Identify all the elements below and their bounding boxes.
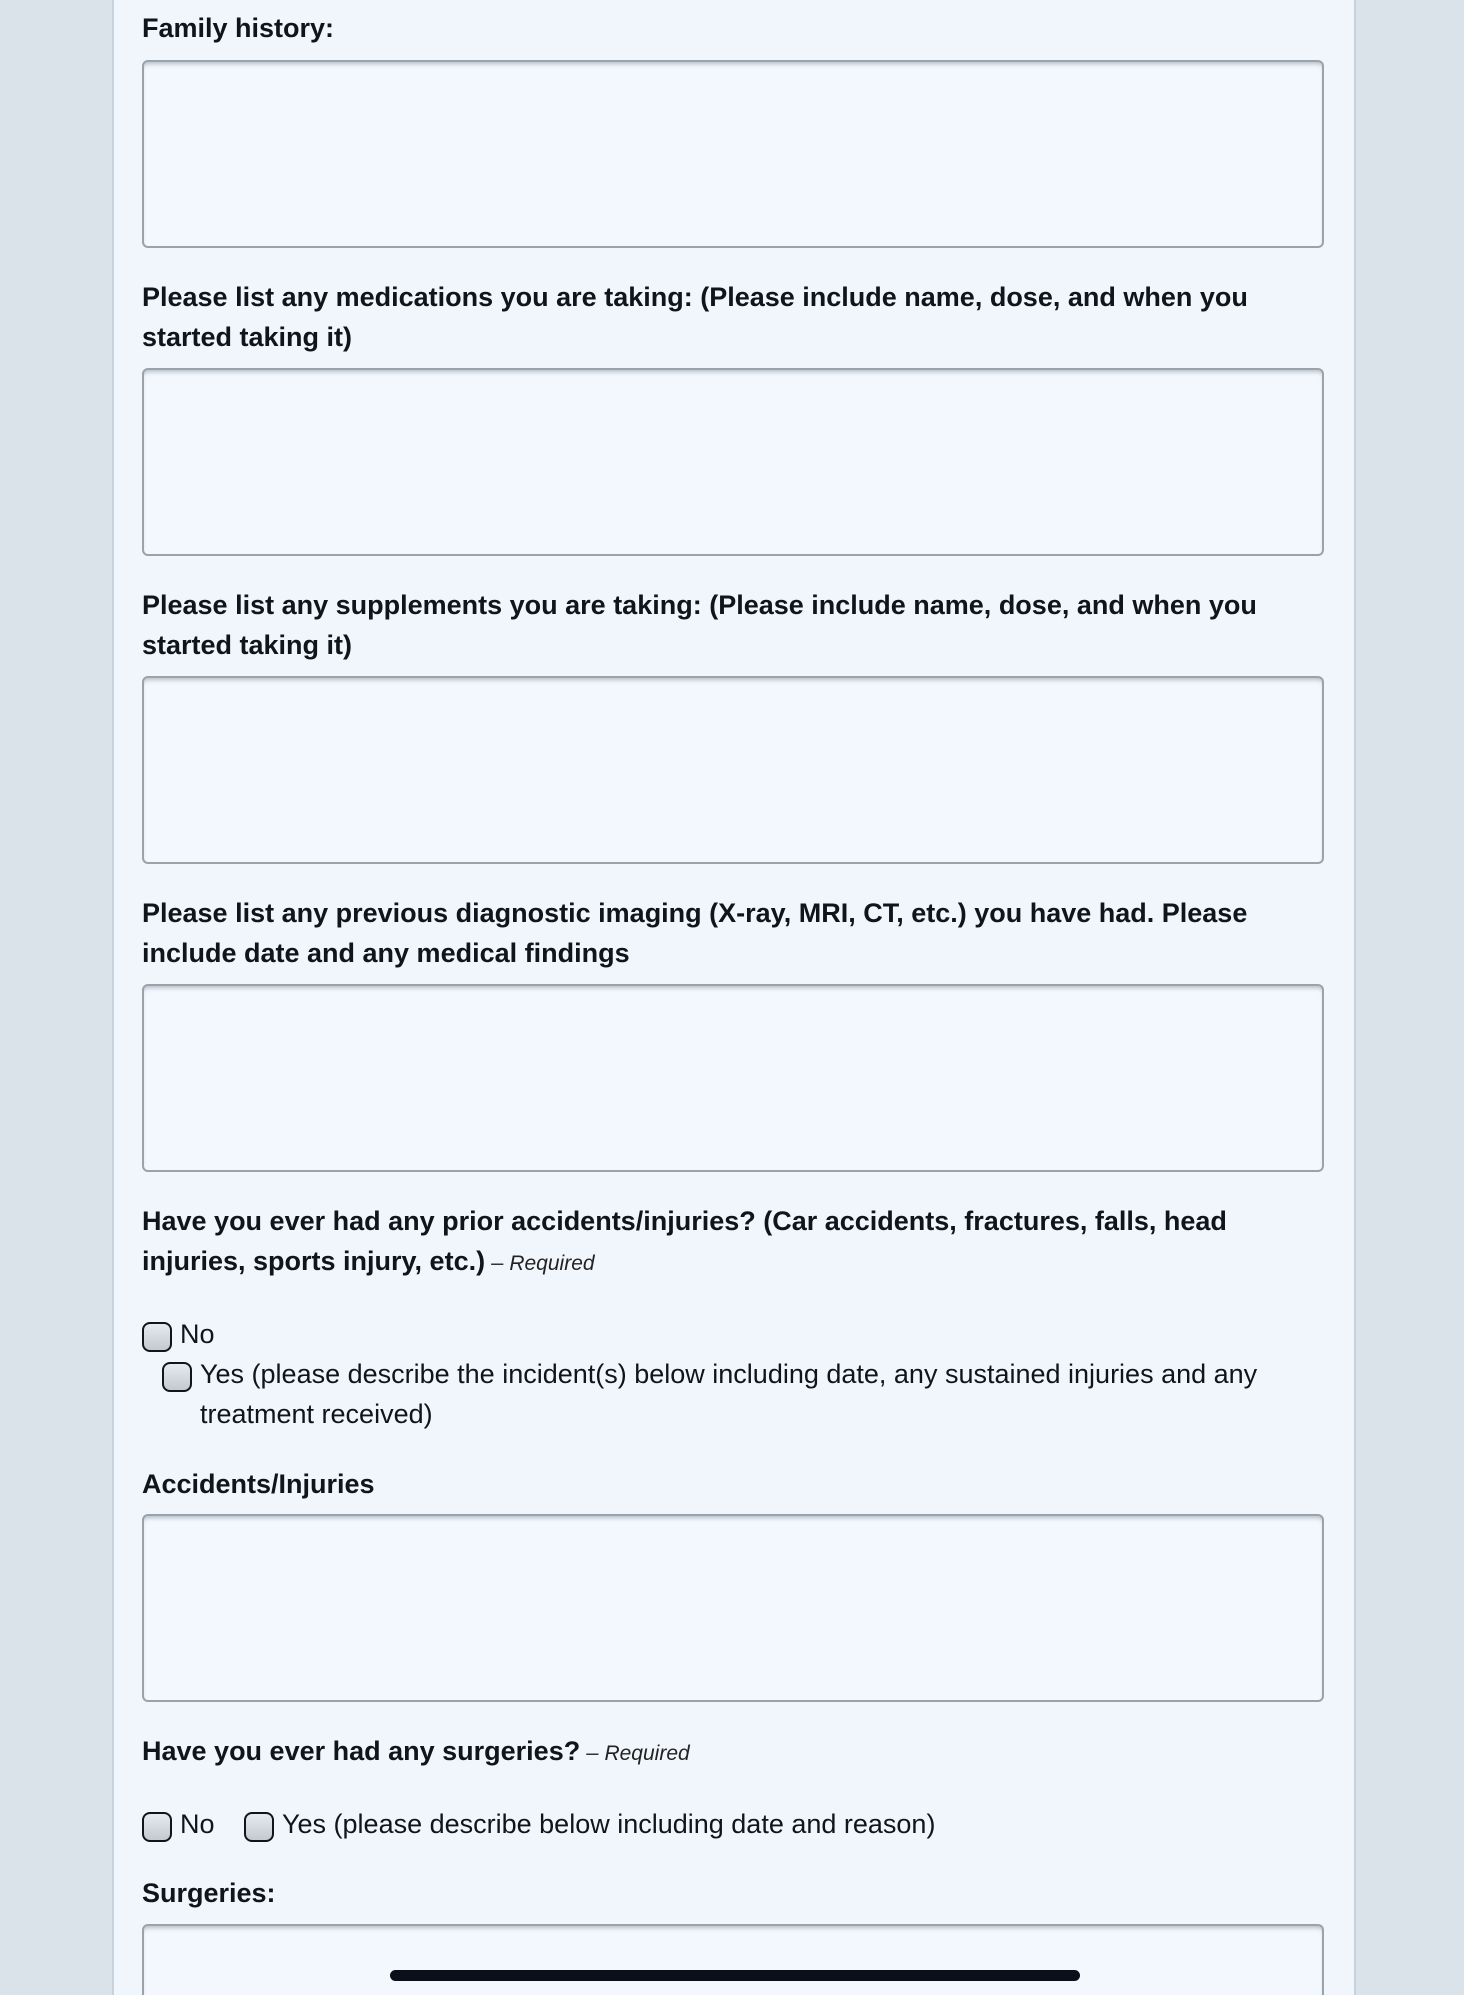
checkbox-yes[interactable] (244, 1812, 274, 1842)
family-history-label: Family history: (142, 13, 335, 43)
medications-textarea[interactable] (142, 368, 1324, 556)
checkbox-no[interactable] (142, 1812, 172, 1842)
option-yes-label: Yes (please describe below including date and reason) (282, 1809, 936, 1839)
imaging-textarea[interactable] (142, 984, 1324, 1172)
surgeries-option-yes[interactable] (244, 1804, 935, 1844)
prior-accidents-question-text: Have you ever had any prior accidents/injuries? (Car accidents, fractures, falls, head injuries, sports injury, etc.) (142, 1206, 1227, 1276)
option-no-label: No (180, 1319, 215, 1349)
surgeries-textarea[interactable] (142, 1924, 1324, 1995)
imaging-label: Please list any previous diagnostic imaging (X-ray, MRI, CT, etc.) you have had. Please include date and any medical findings (142, 898, 1248, 968)
family-history-textarea[interactable] (142, 60, 1324, 248)
prior-accidents-question (142, 1201, 1324, 1284)
checkbox-no[interactable] (142, 1322, 172, 1352)
option-no-label: No (180, 1809, 215, 1839)
checkbox-yes[interactable] (162, 1362, 192, 1392)
required-indicator: Required (509, 1252, 595, 1275)
accidents-injuries-textarea[interactable] (142, 1514, 1324, 1702)
prior-accidents-option-no[interactable] (142, 1314, 215, 1354)
prior-accidents-option-yes[interactable] (162, 1354, 1302, 1434)
surgeries-question-text: Have you ever had any surgeries? (142, 1736, 581, 1766)
medications-label: Please list any medications you are taking: (Please include name, dose, and when you started taking it) (142, 282, 1248, 352)
surgeries-question (142, 1731, 1324, 1774)
required-indicator: Required (604, 1742, 690, 1765)
required-dash: – (491, 1250, 504, 1275)
surgeries-label: Surgeries: (142, 1878, 276, 1908)
option-yes-label: Yes (please describe the incident(s) below including date, any sustained injuries and any treatment received) (200, 1359, 1258, 1429)
required-dash: – (586, 1740, 599, 1765)
home-indicator[interactable] (390, 1970, 1080, 1981)
surgeries-option-no[interactable] (142, 1804, 215, 1844)
supplements-label: Please list any supplements you are taking: (Please include name, dose, and when you started taking it) (142, 590, 1257, 660)
supplements-textarea[interactable] (142, 676, 1324, 864)
accidents-injuries-label: Accidents/Injuries (142, 1469, 375, 1499)
